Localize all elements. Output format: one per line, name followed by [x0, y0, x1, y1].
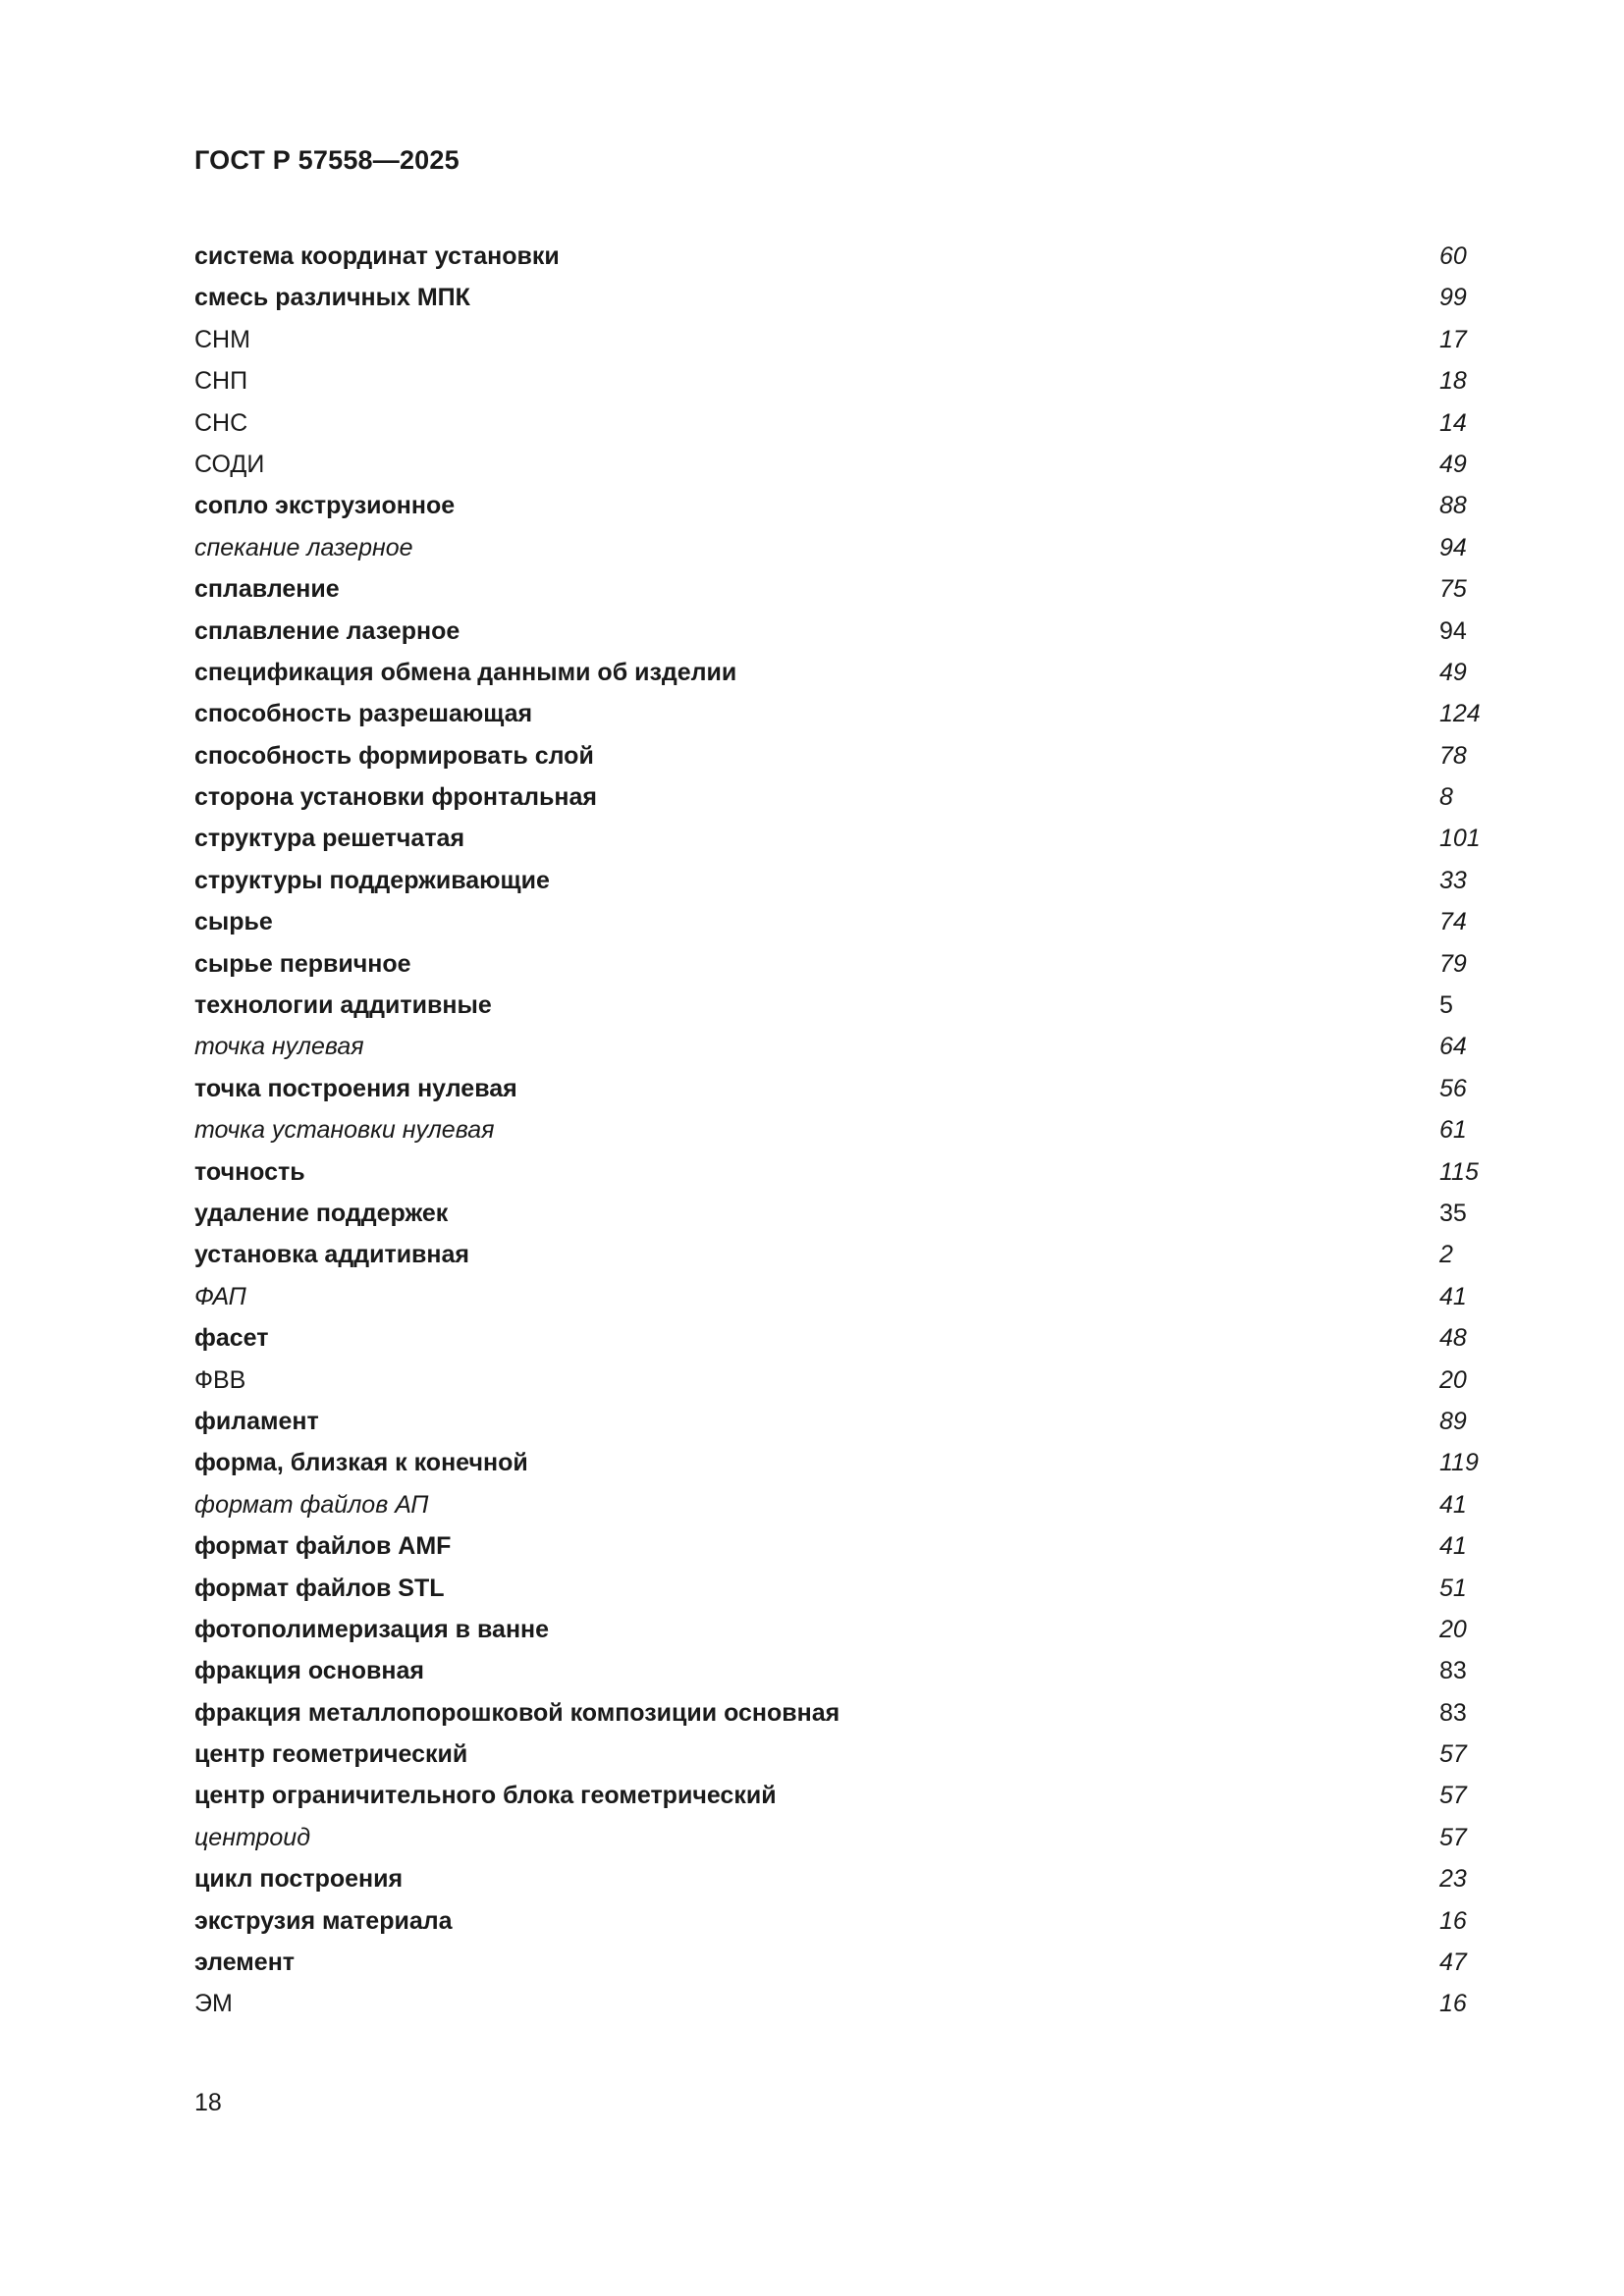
index-term: сплавление лазерное	[194, 616, 460, 645]
index-entry	[194, 611, 1500, 652]
index-entry	[194, 1858, 1500, 1899]
index-entry	[194, 568, 1500, 610]
index-term: ЭМ	[194, 1990, 233, 2018]
index-entry	[194, 360, 1500, 401]
index-term: спецификация обмена данными об изделии	[194, 658, 737, 686]
index-entry	[194, 1900, 1500, 1942]
index-page-reference: 41	[1439, 1532, 1467, 1561]
index-term: установка аддитивная	[194, 1241, 470, 1269]
index-term: точность	[194, 1157, 305, 1186]
index-entry	[194, 1317, 1500, 1359]
index-page-reference: 41	[1439, 1490, 1467, 1519]
index-entry	[194, 1109, 1500, 1150]
index-page-reference: 101	[1439, 825, 1481, 853]
index-entry	[194, 277, 1500, 318]
index-entry	[194, 735, 1500, 776]
index-page-reference: 18	[1439, 367, 1467, 396]
index-page-reference: 17	[1439, 325, 1467, 353]
index-page-reference: 115	[1439, 1157, 1479, 1186]
index-page-reference: 56	[1439, 1074, 1467, 1102]
index-page-reference: 89	[1439, 1407, 1467, 1435]
document-code-header: ГОСТ Р 57558—2025	[194, 145, 460, 175]
index-term: экструзия материала	[194, 1906, 453, 1935]
index-page-reference: 57	[1439, 1823, 1467, 1851]
index-term: СНП	[194, 367, 248, 396]
index-page-reference: 16	[1439, 1906, 1467, 1935]
index-term: центроид	[194, 1823, 311, 1851]
index-page-reference: 35	[1439, 1199, 1467, 1227]
index-page-reference: 94	[1439, 533, 1467, 561]
index-term: центр ограничительного блока геометрический	[194, 1782, 777, 1810]
index-page-reference: 20	[1439, 1365, 1467, 1394]
index-term: технологии аддитивные	[194, 991, 492, 1020]
index-entry	[194, 818, 1500, 859]
index-term: спекание лазерное	[194, 533, 413, 561]
index-entry	[194, 1942, 1500, 1983]
index-page-reference: 14	[1439, 408, 1467, 437]
index-term: фасет	[194, 1324, 269, 1353]
index-entry	[194, 1568, 1500, 1609]
index-page-reference: 74	[1439, 908, 1467, 936]
index-term: точка установки нулевая	[194, 1116, 495, 1145]
index-term: фракция основная	[194, 1657, 425, 1685]
index-entry	[194, 1026, 1500, 1067]
index-term: сырье первичное	[194, 949, 411, 978]
index-term: филамент	[194, 1407, 319, 1435]
index-entry	[194, 1068, 1500, 1109]
alphabetical-index-list	[194, 236, 1500, 2025]
index-entry	[194, 1360, 1500, 1401]
index-term: СНМ	[194, 325, 250, 353]
index-entry	[194, 1234, 1500, 1275]
index-page-reference: 5	[1439, 991, 1453, 1020]
index-page-reference: 57	[1439, 1782, 1467, 1810]
index-page-reference: 88	[1439, 492, 1467, 520]
index-page-reference: 2	[1439, 1241, 1453, 1269]
index-term: сторона установки фронтальная	[194, 783, 597, 812]
index-page-reference: 48	[1439, 1324, 1467, 1353]
index-page-reference: 23	[1439, 1865, 1467, 1894]
index-entry	[194, 402, 1500, 444]
index-page-reference: 57	[1439, 1740, 1467, 1769]
index-entry	[194, 1276, 1500, 1317]
index-term: форма, близкая к конечной	[194, 1449, 528, 1477]
index-entry	[194, 693, 1500, 734]
index-entry	[194, 1775, 1500, 1816]
index-entry	[194, 776, 1500, 818]
index-entry	[194, 1650, 1500, 1691]
index-page-reference: 33	[1439, 866, 1467, 894]
index-page-reference: 41	[1439, 1282, 1467, 1310]
index-term: фотополимеризация в ванне	[194, 1615, 550, 1643]
index-term: ФАП	[194, 1282, 246, 1310]
index-term: фракция металлопорошковой композиции основная	[194, 1698, 840, 1727]
index-entry	[194, 1609, 1500, 1650]
index-page-reference: 75	[1439, 575, 1467, 604]
index-term: способность формировать слой	[194, 741, 594, 770]
index-entry	[194, 1401, 1500, 1442]
index-term: цикл построения	[194, 1865, 404, 1894]
index-entry	[194, 860, 1500, 901]
index-term: способность разрешающая	[194, 700, 533, 728]
index-term: система координат установки	[194, 242, 560, 270]
index-page-reference: 83	[1439, 1657, 1467, 1685]
index-page-reference: 124	[1439, 700, 1481, 728]
index-page-reference: 49	[1439, 658, 1467, 686]
index-page-reference: 61	[1439, 1116, 1467, 1145]
index-term: СОДИ	[194, 450, 265, 478]
index-page-reference: 51	[1439, 1574, 1467, 1602]
index-entry	[194, 1442, 1500, 1483]
index-entry	[194, 319, 1500, 360]
index-term: формат файлов АП	[194, 1490, 429, 1519]
index-entry	[194, 652, 1500, 693]
index-entry	[194, 485, 1500, 526]
index-term: точка построения нулевая	[194, 1074, 517, 1102]
index-page-reference: 16	[1439, 1990, 1467, 2018]
index-term: удаление поддержек	[194, 1199, 449, 1227]
index-term: центр геометрический	[194, 1740, 468, 1769]
index-term: сопло экструзионное	[194, 492, 456, 520]
index-page-reference: 83	[1439, 1698, 1467, 1727]
index-term: структуры поддерживающие	[194, 866, 550, 894]
index-page-reference: 60	[1439, 242, 1467, 270]
index-term: элемент	[194, 1949, 296, 1977]
index-term: смесь различных МПК	[194, 284, 470, 312]
index-page-reference: 119	[1439, 1449, 1479, 1477]
index-term: формат файлов AMF	[194, 1532, 452, 1561]
page-number: 18	[194, 2089, 222, 2116]
index-entry	[194, 1525, 1500, 1567]
index-term: точка нулевая	[194, 1033, 364, 1061]
index-page-reference: 49	[1439, 450, 1467, 478]
index-entry	[194, 444, 1500, 485]
index-entry	[194, 1692, 1500, 1734]
index-term: сырье	[194, 908, 273, 936]
index-entry	[194, 901, 1500, 942]
index-term: СНС	[194, 408, 248, 437]
index-page-reference: 78	[1439, 741, 1467, 770]
index-entry	[194, 1983, 1500, 2024]
index-entry	[194, 236, 1500, 277]
index-page-reference: 94	[1439, 616, 1467, 645]
index-entry	[194, 1151, 1500, 1193]
index-entry	[194, 1817, 1500, 1858]
index-entry	[194, 1484, 1500, 1525]
index-term: ФВВ	[194, 1365, 246, 1394]
index-entry	[194, 943, 1500, 985]
index-page-reference: 47	[1439, 1949, 1467, 1977]
index-entry	[194, 985, 1500, 1026]
index-term: сплавление	[194, 575, 340, 604]
index-entry	[194, 1734, 1500, 1775]
index-page-reference: 79	[1439, 949, 1467, 978]
index-page-reference: 8	[1439, 783, 1453, 812]
index-entry	[194, 1193, 1500, 1234]
index-page-reference: 99	[1439, 284, 1467, 312]
index-term: структура решетчатая	[194, 825, 465, 853]
index-entry	[194, 527, 1500, 568]
index-page-reference: 64	[1439, 1033, 1467, 1061]
index-page-reference: 20	[1439, 1615, 1467, 1643]
index-term: формат файлов STL	[194, 1574, 445, 1602]
